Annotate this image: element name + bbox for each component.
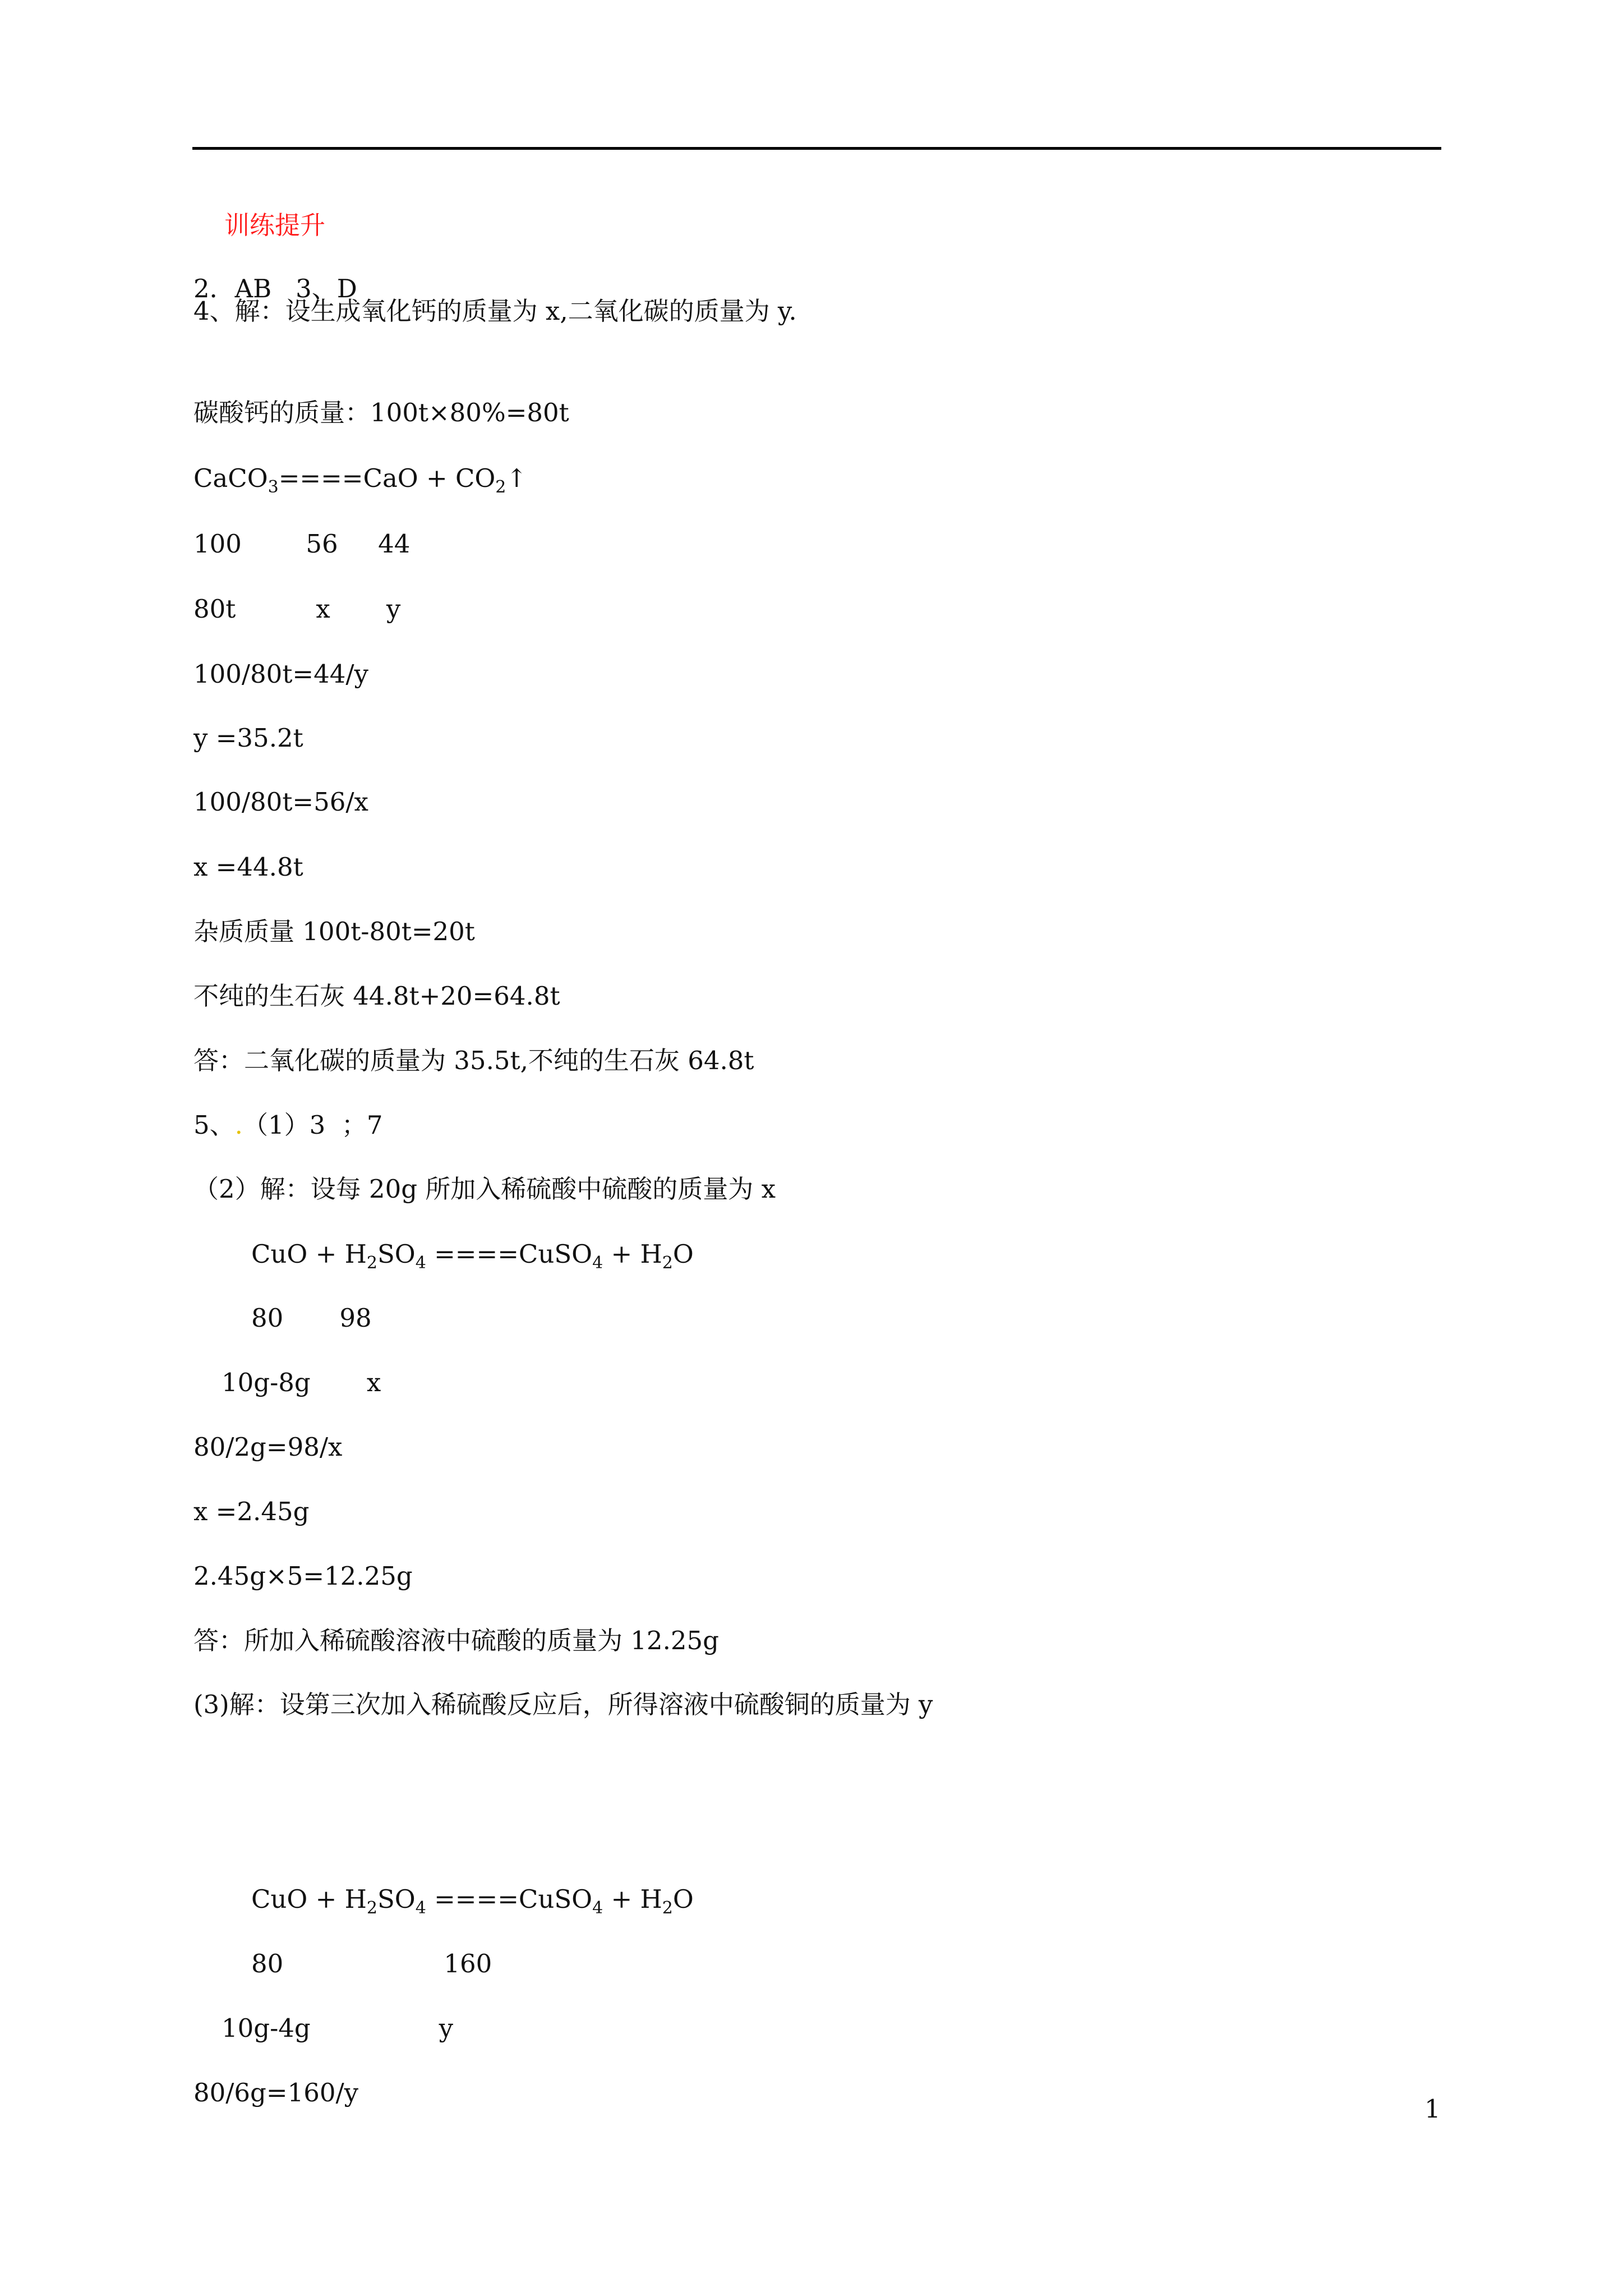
equation-caco3: CaCO$_3$====CaO + $CO_2↑$ — [193, 463, 528, 497]
molar-masses-row-2: 80 98 — [251, 1303, 372, 1333]
ratio-x-2: 80/2g=98/x — [193, 1432, 343, 1462]
quantities-row-2: 10g-8g x — [222, 1368, 381, 1397]
q4-solution-intro: 4、解：设生成氧化钙的质量为 x,二氧化碳的质量为 y. — [193, 296, 797, 326]
impurity-mass: 杂质质量 100t-80t=20t — [193, 917, 475, 946]
calcium-carbonate-mass: 碳酸钙的质量：100t×80%=80t — [193, 398, 569, 427]
header-rule — [192, 147, 1441, 150]
result-x: x =44.8t — [193, 852, 303, 882]
q5-part2-intro: （2）解：设每 20g 所加入稀硫酸中硫酸的质量为 x — [193, 1174, 776, 1204]
answer-line-1: 2．AB 3、D — [193, 274, 357, 303]
q4-answer: 答：二氧化碳的质量为 35.5t,不纯的生石灰 64.8t — [193, 1046, 754, 1075]
q5-part3-intro: (3)解：设第三次加入稀硫酸反应后，所得溶液中硫酸铜的质量为 y — [193, 1690, 933, 1719]
impure-quicklime: 不纯的生石灰 44.8t+20=64.8t — [193, 981, 560, 1011]
ratio-y-2: 80/6g=160/y — [193, 2078, 359, 2108]
q5-part1: 5、.（1）3 ；7 — [193, 1110, 383, 1140]
result-x-2: x =2.45g — [193, 1497, 310, 1526]
quantities-row-3: 10g-4g y — [222, 2013, 453, 2043]
ratio-y: 100/80t=44/y — [193, 659, 368, 689]
molar-masses-row: 100 56 44 — [193, 529, 411, 559]
page-number: 1 — [1424, 2094, 1441, 2124]
result-y: y =35.2t — [193, 723, 303, 753]
quantities-row: 80t x y — [193, 594, 401, 624]
total-sulfuric-acid: 2.45g×5=12.25g — [193, 1561, 413, 1591]
section-heading: 训练提升 — [224, 210, 326, 240]
equation-cuo-2: CuO + $H_2SO_4$ ====CuSO$_4$ + $H_2O$ — [251, 1884, 694, 1918]
molar-masses-row-3: 80 160 — [251, 1949, 492, 1978]
ratio-x: 100/80t=56/x — [193, 787, 368, 817]
q5-part2-answer: 答：所加入稀硫酸溶液中硫酸的质量为 12.25g — [193, 1626, 719, 1655]
equation-cuo-1: CuO + $H_2SO_4$ ====CuSO$_4$ + $H_2O$ — [251, 1239, 694, 1273]
